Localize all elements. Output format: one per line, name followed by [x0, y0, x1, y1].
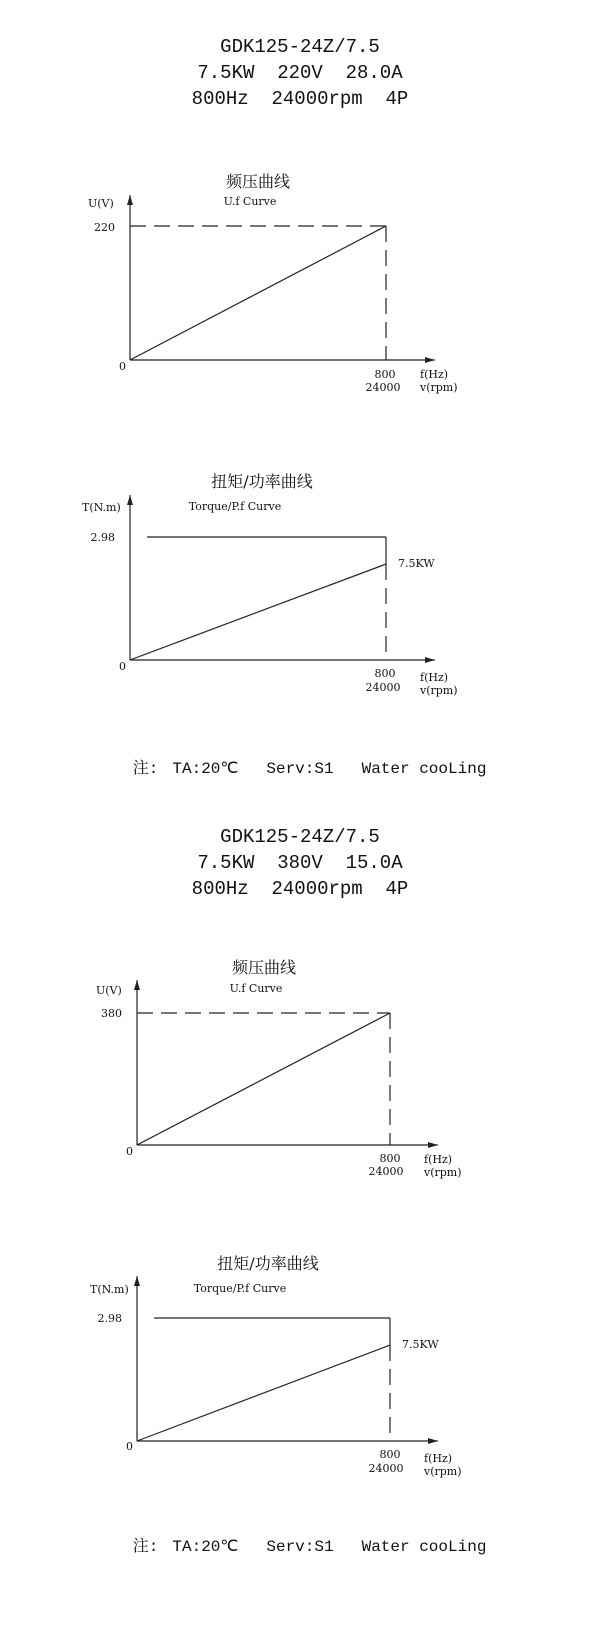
power-voltage-current: 7.5KW 220V 28.0A [197, 62, 403, 84]
chart-title: 扭矩/功率曲线 [211, 472, 313, 491]
model-name: GDK125-24Z/7.5 [220, 36, 380, 58]
chart-subtitle: U.f Curve [229, 982, 283, 995]
note-service: Serv:S1 [266, 760, 334, 778]
note-cooling: Water cooLing [361, 760, 487, 778]
x-axis-label-freq: f(Hz) [424, 1452, 453, 1465]
x-tick-freq: 800 [374, 667, 396, 680]
origin-label: 0 [126, 1440, 133, 1453]
chart-title: 频压曲线 [225, 172, 291, 191]
chart-subtitle: U.f Curve [223, 195, 277, 208]
x-axis-label-freq: f(Hz) [424, 1153, 453, 1166]
y-axis-label: U(V) [96, 984, 122, 997]
note-ambient: TA:20℃ [172, 760, 239, 778]
note-prefix: 注: [132, 1538, 159, 1556]
y-tick-max: 380 [101, 1007, 122, 1020]
x-axis-label-freq: f(Hz) [420, 671, 449, 684]
x-tick-rpm: 24000 [365, 381, 401, 394]
y-tick-max: 2.98 [97, 1312, 122, 1325]
x-axis-label-rpm: v(rpm) [420, 684, 458, 697]
chart-title: 频压曲线 [231, 958, 297, 977]
x-tick-freq: 800 [379, 1448, 401, 1461]
x-axis-label-rpm: v(rpm) [424, 1166, 462, 1179]
freq-speed-poles: 800Hz 24000rpm 4P [191, 878, 409, 900]
chart-title: 扭矩/功率曲线 [217, 1254, 319, 1273]
power-label: 7.5KW [402, 1338, 439, 1351]
power-voltage-current: 7.5KW 380V 15.0A [197, 852, 403, 874]
x-axis-label-rpm: v(rpm) [420, 381, 458, 394]
power-line [137, 1345, 390, 1441]
y-tick-max: 220 [94, 221, 115, 234]
power-label: 7.5KW [398, 557, 435, 570]
x-tick-freq: 800 [374, 368, 396, 381]
note-ambient: TA:20℃ [172, 1538, 239, 1556]
x-tick-freq: 800 [379, 1152, 401, 1165]
freq-speed-poles: 800Hz 24000rpm 4P [191, 88, 409, 110]
x-axis-label-freq: f(Hz) [420, 368, 449, 381]
x-tick-rpm: 24000 [368, 1165, 404, 1178]
y-axis-label: T(N.m) [90, 1283, 129, 1296]
origin-label: 0 [126, 1145, 133, 1158]
origin-label: 0 [119, 660, 126, 673]
note-prefix: 注: [132, 760, 159, 778]
note-cooling: Water cooLing [361, 1538, 487, 1556]
operating-note-2 [0, 1515, 600, 1556]
origin-label: 0 [119, 360, 126, 373]
y-tick-max: 2.98 [90, 531, 115, 544]
y-axis-label: U(V) [88, 197, 114, 210]
y-axis-label: T(N.m) [82, 501, 121, 514]
model-name: GDK125-24Z/7.5 [220, 826, 380, 848]
x-tick-rpm: 24000 [365, 681, 401, 694]
x-tick-rpm: 24000 [368, 1462, 404, 1475]
note-service: Serv:S1 [266, 1538, 334, 1556]
chart-subtitle: Torque/P.f Curve [188, 500, 282, 513]
x-axis-label-rpm: v(rpm) [424, 1465, 462, 1478]
chart-subtitle: Torque/P.f Curve [193, 1282, 287, 1295]
